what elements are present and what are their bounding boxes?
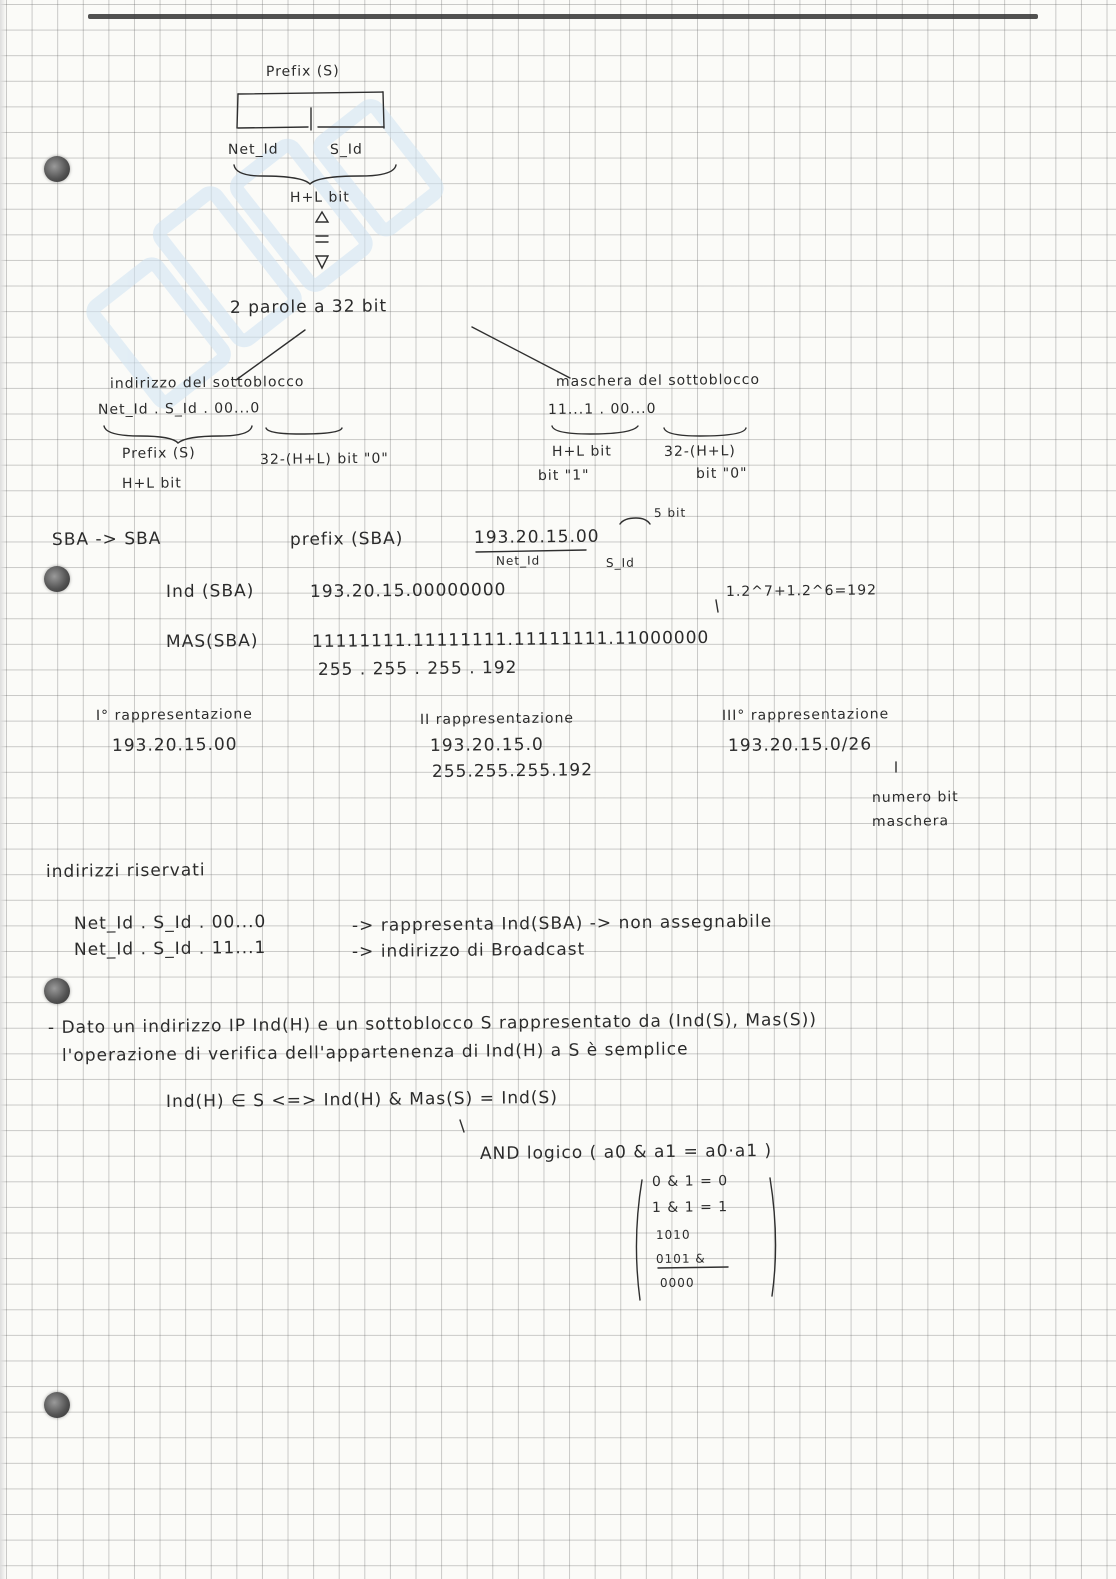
reserved-row-2-left: Net_Id . S_Id . 11...1: [73, 937, 267, 960]
h-l-bit-label: H+L bit: [289, 189, 350, 206]
page-left-edge: [0, 0, 6, 1579]
mask-ones-count: H+L bit: [551, 443, 612, 460]
representation-3-title: III° rappresentazione: [721, 706, 890, 724]
mask-bits-note-1: numero bit: [871, 789, 959, 806]
verification-line-2: l'operazione di verifica dell'appartenenza di Ind(H) a S è semplice: [61, 1039, 689, 1066]
address-prefix-note: Prefix (S): [121, 445, 196, 462]
representation-2-title: II rappresentazione: [419, 710, 575, 728]
binder-hole-3: [44, 978, 70, 1004]
representation-1-line-1: 193.20.15.00: [111, 734, 238, 756]
verification-line-1: - Dato un indirizzo IP Ind(H) e un sottoblocco S rappresentato da (Ind(S), Mas(S)): [47, 1009, 818, 1038]
example-net-id-note: Net_Id: [495, 553, 541, 568]
ind-sba-label: Ind (SBA): [165, 581, 255, 602]
example-s-id-note: S_Id: [605, 555, 635, 570]
and-example-3: 1010: [655, 1227, 691, 1242]
example-bits-note: 5 bit: [653, 505, 687, 520]
address-prefix-bits: H+L bit: [121, 475, 182, 492]
binder-hole-2: [44, 566, 70, 592]
mask-zeros-note: bit "0": [695, 465, 748, 482]
binder-hole-1: [44, 156, 70, 182]
mas-sba-decimal: 255 . 255 . 255 . 192: [317, 657, 518, 680]
reserved-row-2-right: -> indirizzo di Broadcast: [351, 939, 586, 962]
example-prefix-value: 193.20.15.00: [473, 526, 600, 548]
mask-calc: 1.2^7+1.2^6=192: [725, 582, 878, 600]
two-words-label: 2 parole a 32 bit: [229, 296, 388, 318]
mask-bits-note-2: maschera: [871, 813, 950, 830]
s-id-label: S_Id: [329, 141, 363, 158]
ind-sba-value: 193.20.15.00000000: [309, 579, 507, 602]
reserved-title: indirizzi riservati: [45, 860, 206, 882]
mas-sba-binary: 11111111.11111111.11111111.11000000: [311, 627, 710, 652]
net-id-label: Net_Id: [227, 141, 279, 158]
address-zero-bits: 32-(H+L) bit "0": [259, 450, 389, 468]
and-example-2: 1 & 1 = 1: [651, 1199, 729, 1216]
example-prefix-label: prefix (SBA): [289, 528, 404, 550]
subblock-address-value: Net_Id . S_Id . 00...0: [97, 400, 261, 418]
representation-2-line-1: 193.20.15.0: [429, 734, 544, 756]
binder-hole-4: [44, 1392, 70, 1418]
mask-ones-note: bit "1": [537, 467, 590, 484]
reserved-row-1-right: -> rappresenta Ind(SBA) -> non assegnabile: [351, 911, 773, 936]
subblock-mask-value: 11...1 . 00...0: [547, 400, 657, 418]
and-example-4: 0101 &: [655, 1251, 706, 1266]
subblock-address-title: indirizzo del sottoblocco: [109, 373, 305, 392]
representation-3-line-1: 193.20.15.0/26: [727, 734, 873, 756]
representation-1-title: I° rappresentazione: [95, 706, 253, 724]
representation-2-line-2: 255.255.255.192: [431, 760, 594, 782]
reserved-row-1-left: Net_Id . S_Id . 00...0: [73, 911, 267, 934]
subblock-mask-title: maschera del sottoblocco: [555, 371, 761, 390]
and-example-5: 0000: [659, 1275, 695, 1290]
prefix-label: Prefix (S): [265, 63, 340, 80]
and-example-1: 0 & 1 = 0: [651, 1173, 729, 1190]
mas-sba-label: MAS(SBA): [165, 631, 259, 652]
example-label: SBA -> SBA: [51, 528, 162, 550]
mask-zeros-count: 32-(H+L): [663, 443, 736, 460]
verification-formula: Ind(H) ∈ S <=> Ind(H) & Mas(S) = Ind(S): [165, 1087, 559, 1112]
page-top-edge: [88, 14, 1038, 19]
and-logic-label: AND logico ( a0 & a1 = a0·a1 ): [479, 1140, 773, 1164]
